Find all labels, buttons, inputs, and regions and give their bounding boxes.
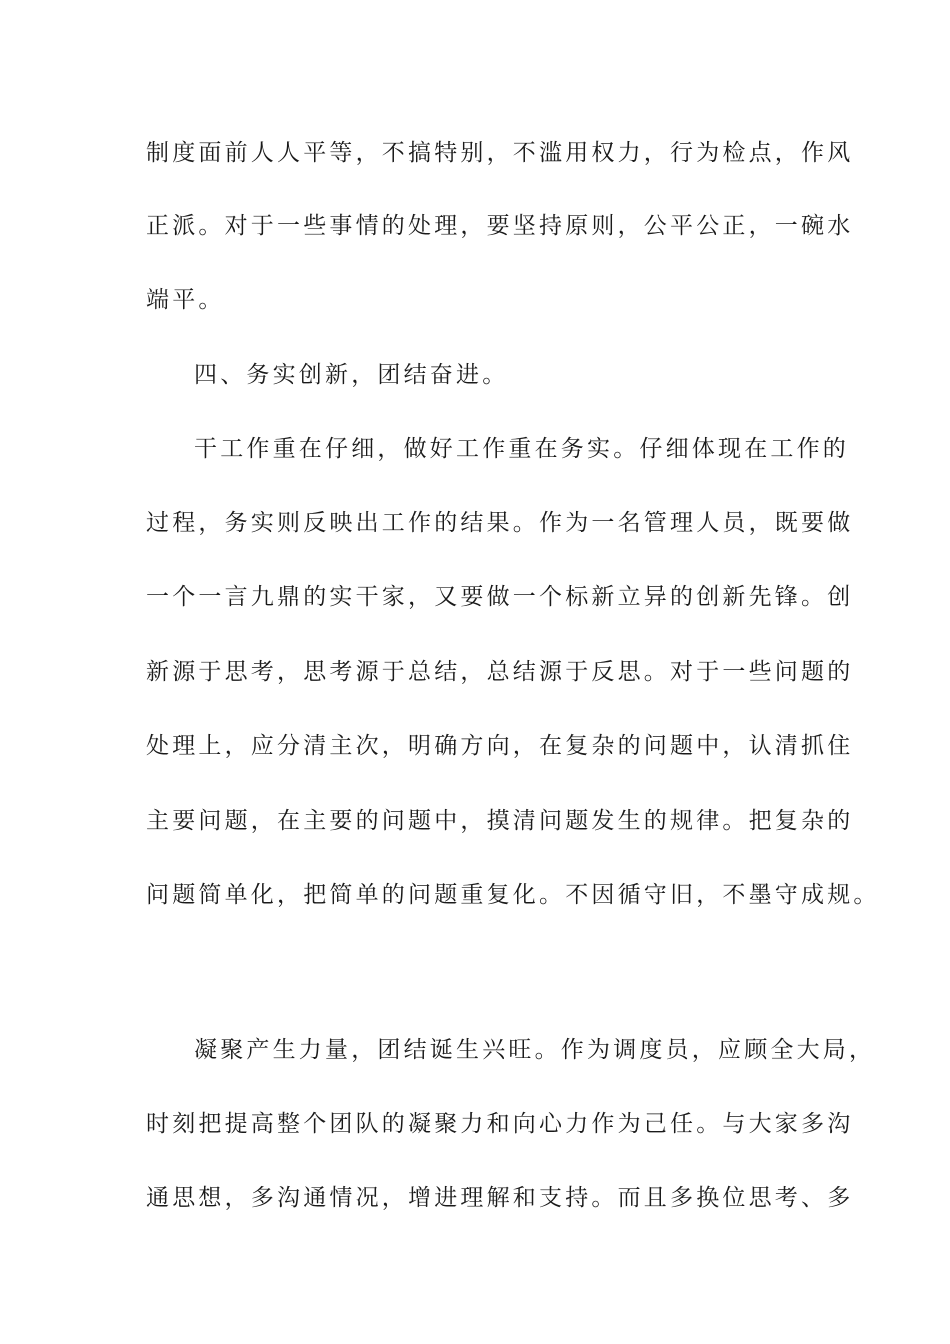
text-line: 主要问题，在主要的问题中，摸清问题发生的规律。把复杂的 <box>146 808 854 834</box>
text-line: 时刻把提高整个团队的凝聚力和向心力作为己任。与大家多沟 <box>146 1111 854 1137</box>
text-line: 新源于思考，思考源于总结，总结源于反思。对于一些问题的 <box>146 659 854 685</box>
text-line: 端平。 <box>146 287 225 313</box>
text-line: 处理上，应分清主次，明确方向，在复杂的问题中，认清抓住 <box>146 733 854 759</box>
text-line: 制度面前人人平等，不搞特别，不滥用权力，行为检点，作风 <box>146 140 854 166</box>
section-heading: 四、务实创新，团结奋进。 <box>194 362 509 388</box>
text-line: 过程，务实则反映出工作的结果。作为一名管理人员，既要做 <box>146 510 854 536</box>
paragraph-first-line: 凝聚产生力量，团结诞生兴旺。作为调度员，应顾全大局， <box>194 1037 876 1063</box>
text-line: 一个一言九鼎的实干家，又要做一个标新立异的创新先锋。创 <box>146 584 854 610</box>
paragraph-first-line: 干工作重在仔细，做好工作重在务实。仔细体现在工作的 <box>194 436 849 462</box>
text-line: 问题简单化，把简单的问题重复化。不因循守旧，不墨守成规。 <box>146 882 880 908</box>
text-line: 正派。对于一些事情的处理，要坚持原则，公平公正，一碗水 <box>146 213 854 239</box>
text-line: 通思想，多沟通情况，增进理解和支持。而且多换位思考、多 <box>146 1185 854 1211</box>
